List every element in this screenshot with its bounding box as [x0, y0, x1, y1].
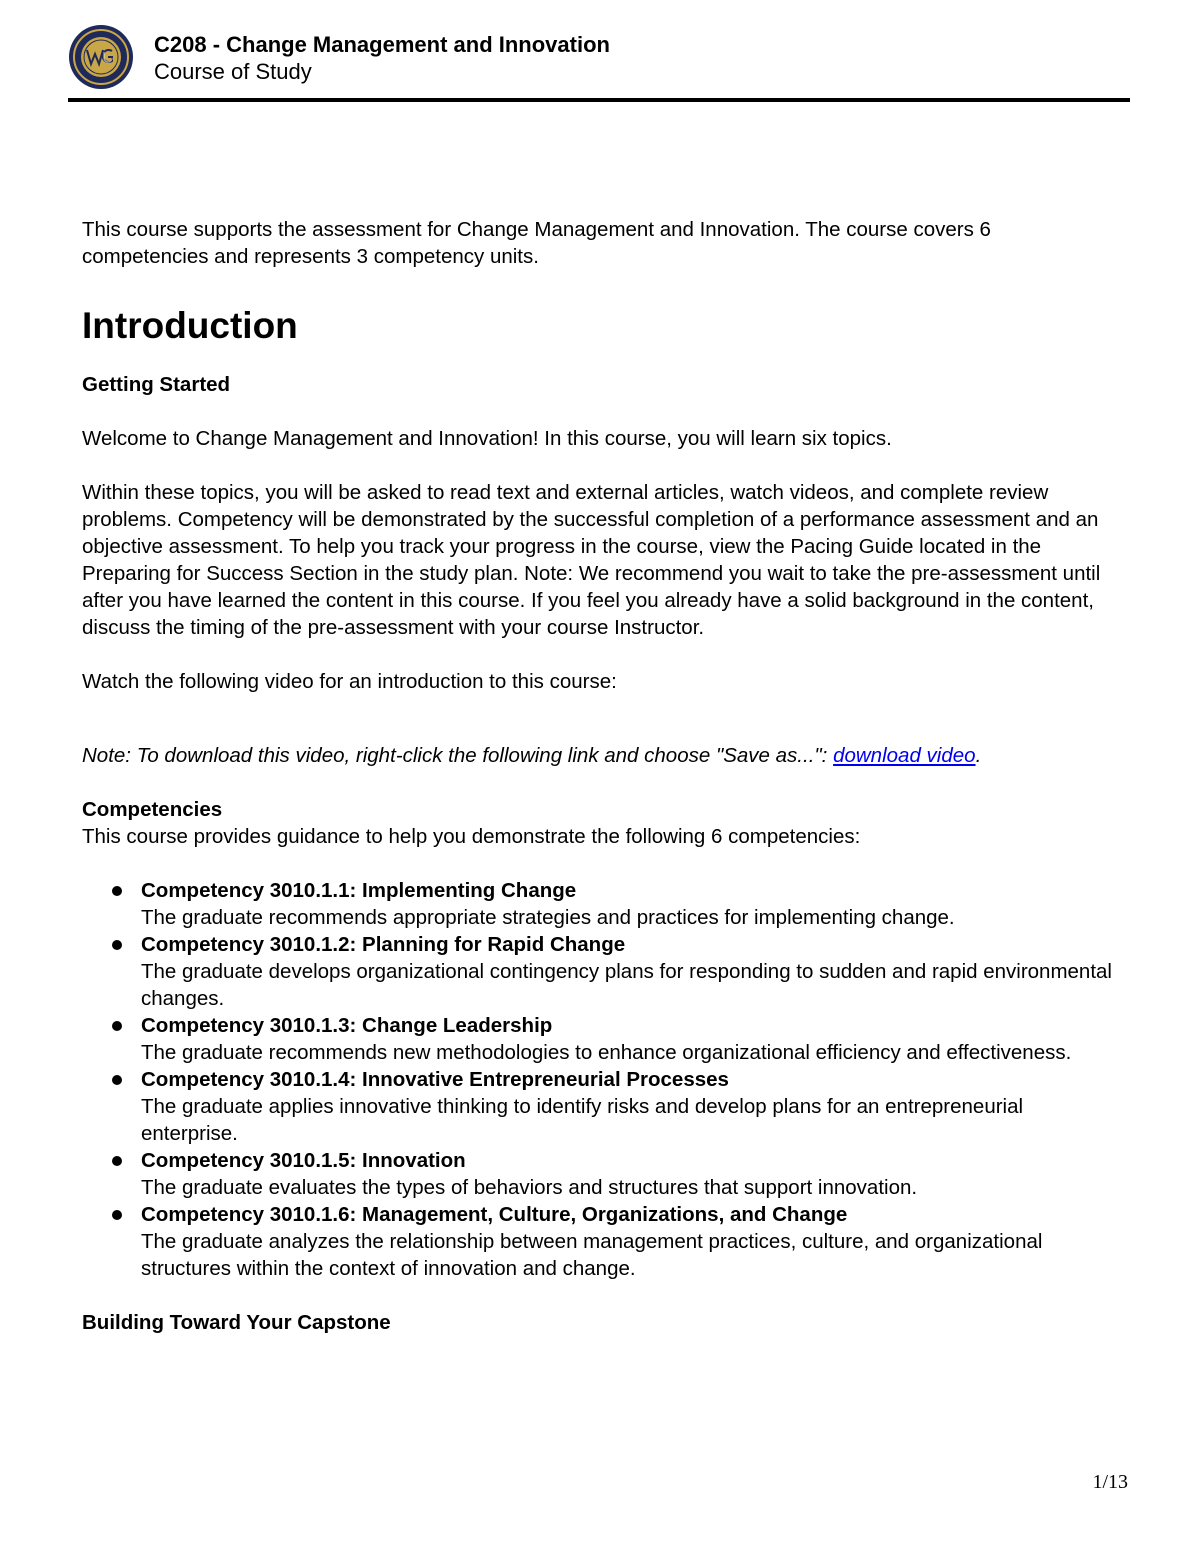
competency-title: Competency 3010.1.2: Planning for Rapid Change [141, 933, 626, 956]
competency-description: The graduate applies innovative thinking to identify risks and develop plans for an entrepreneurial enterprise. [141, 1095, 1024, 1145]
course-summary: This course supports the assessment for Change Management and Innovation. The course covers 6 competencies and represents 3 competency units. [82, 218, 991, 268]
competency-title: Competency 3010.1.3: Change Leadership [141, 1014, 553, 1037]
competency-description: The graduate analyzes the relationship between management practices, culture, and organizational structures within the context of innovation and change. [141, 1230, 1043, 1280]
video-embed-area [82, 695, 1122, 742]
introduction-heading: Introduction [82, 305, 298, 346]
competency-description: The graduate develops organizational contingency plans for responding to sudden and rapid environmental changes. [141, 960, 1112, 1010]
document-body [82, 216, 1122, 1336]
competency-description: The graduate evaluates the types of behaviors and structures that support innovation. [141, 1176, 918, 1199]
topics-paragraph: Within these topics, you will be asked to read text and external articles, watch videos, and complete review problems. Competency will be demonstrated by the successful completion of a performance assessment and an objective assessment. To help you track your progress in the course, view the Pacing Guide located in the Preparing for Success Section in the study plan. Note: We recommend you wait to take the pre-assessment until after you have learned the content in this course. If you feel you already have a solid background in the content, discuss the timing of the pre-assessment with your course Instructor. [82, 481, 1101, 639]
competency-list [82, 877, 1122, 1282]
course-title: C208 - Change Management and Innovation [154, 32, 610, 57]
getting-started-heading: Getting Started [82, 373, 231, 396]
competencies-intro: This course provides guidance to help you demonstrate the following 6 competencies: [82, 825, 861, 848]
list-item [82, 877, 1122, 931]
competency-title: Competency 3010.1.6: Management, Culture, Organizations, and Change [141, 1203, 848, 1226]
bullet-icon [112, 886, 122, 896]
download-note-period: . [975, 744, 982, 767]
competency-description: The graduate recommends new methodologies to enhance organizational efficiency and effectiveness. [141, 1041, 1072, 1064]
competency-title: Competency 3010.1.4: Innovative Entrepreneurial Processes [141, 1068, 729, 1091]
list-item [82, 1147, 1122, 1201]
document-header [68, 22, 1130, 102]
bullet-icon [112, 1075, 122, 1085]
competency-title: Competency 3010.1.1: Implementing Change [141, 879, 577, 902]
competency-title: Competency 3010.1.5: Innovation [141, 1149, 466, 1172]
download-note [82, 742, 1122, 769]
bullet-icon [112, 940, 122, 950]
course-subtitle: Course of Study [154, 59, 312, 84]
bullet-icon [112, 1210, 122, 1220]
bullet-icon [112, 1021, 122, 1031]
download-video-link[interactable]: download video [833, 744, 976, 767]
list-item [82, 931, 1122, 1012]
list-item [82, 1066, 1122, 1147]
capstone-heading: Building Toward Your Capstone [82, 1311, 391, 1334]
list-item [82, 1012, 1122, 1066]
wgu-seal-icon [68, 24, 134, 90]
competencies-heading: Competencies [82, 798, 223, 821]
page-number: 1/13 [1092, 1471, 1128, 1493]
competency-description: The graduate recommends appropriate strategies and practices for implementing change. [141, 906, 955, 929]
download-note-text: Note: To download this video, right-click the following link and choose "Save as...": [82, 744, 834, 767]
bullet-icon [112, 1156, 122, 1166]
welcome-paragraph: Welcome to Change Management and Innovation! In this course, you will learn six topics. [82, 427, 892, 450]
watch-video-text: Watch the following video for an introduction to this course: [82, 670, 617, 693]
list-item [82, 1201, 1122, 1282]
